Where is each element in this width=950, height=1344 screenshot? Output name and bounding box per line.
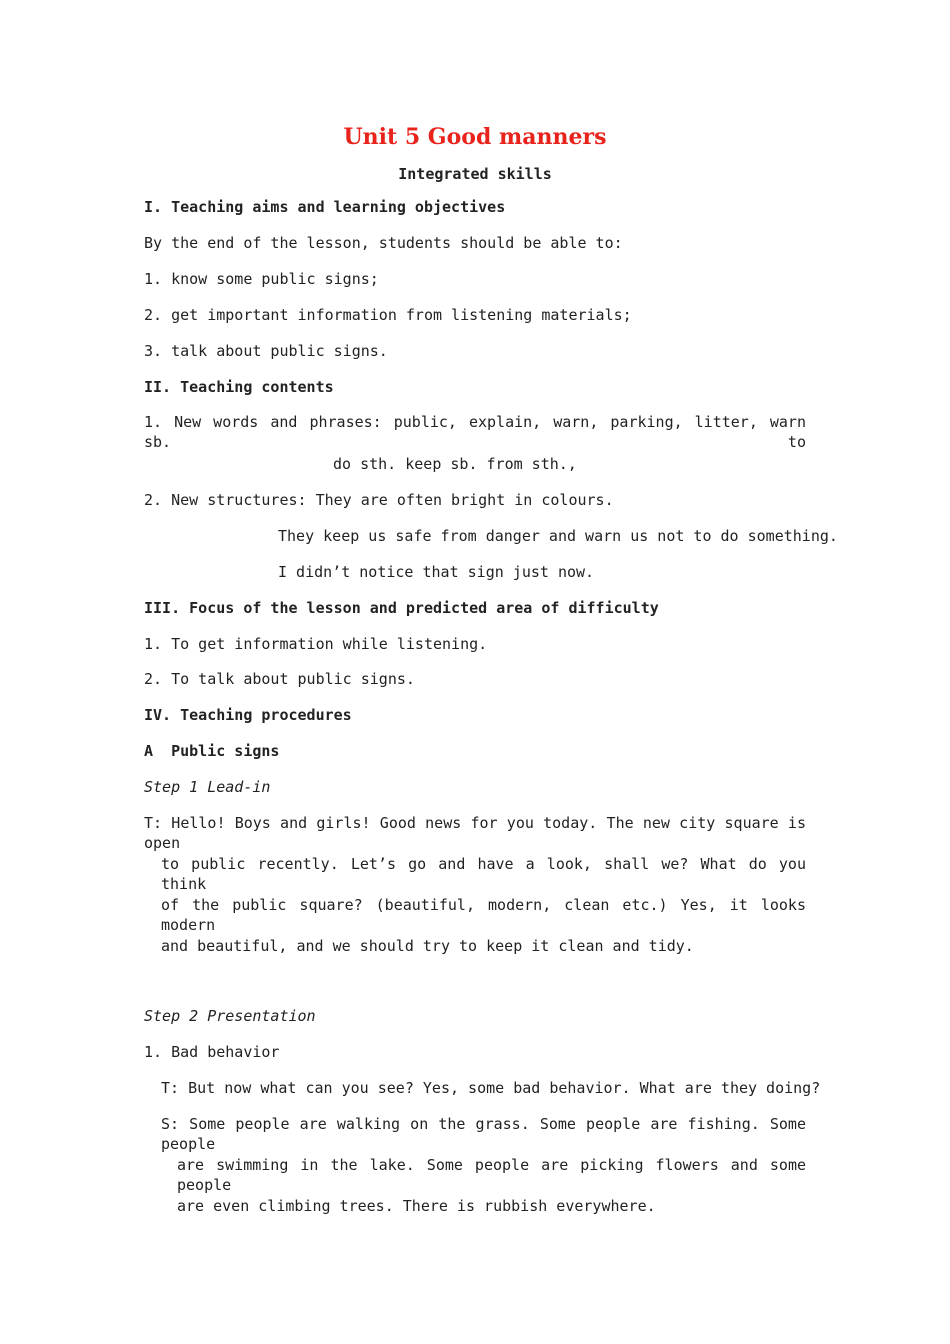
page-subtitle: Integrated skills bbox=[398, 165, 552, 183]
section-2-heading: II. Teaching contents bbox=[144, 378, 334, 396]
new-words-line-2: do sth. keep sb. from sth., bbox=[333, 455, 577, 473]
part-a-heading: A Public signs bbox=[144, 742, 280, 760]
new-structures-line-3: I didn’t notice that sign just now. bbox=[278, 563, 595, 581]
section-3-item-1: 1. To get information while listening. bbox=[144, 635, 488, 653]
new-structures-line-2: They keep us safe from danger and warn us not to do something. bbox=[278, 527, 838, 545]
new-structures-line-1: 2. New structures: They are often bright in colours. bbox=[144, 491, 614, 509]
section-3-heading: III. Focus of the lesson and predicted area of difficulty bbox=[144, 599, 659, 617]
step-2-teacher-line: T: But now what can you see? Yes, some bad behavior. What are they doing? bbox=[161, 1079, 821, 1097]
step-1-line-4: and beautiful, and we should try to keep it clean and tidy. bbox=[161, 937, 694, 955]
section-1-item-3: 3. talk about public signs. bbox=[144, 342, 388, 360]
step-2-student-line-3: are even climbing trees. There is rubbish everywhere. bbox=[177, 1197, 656, 1215]
section-1-heading: I. Teaching aims and learning objectives bbox=[144, 198, 506, 216]
step-1-line-2: to public recently. Let’s go and have a look, shall we? What do you think bbox=[161, 855, 806, 893]
step-1-line-3: of the public square? (beautiful, modern, clean etc.) Yes, it looks modern bbox=[161, 896, 806, 934]
step-2-student-line-1: S: Some people are walking on the grass. Some people are fishing. Some people bbox=[161, 1115, 806, 1153]
section-1-item-1: 1. know some public signs; bbox=[144, 270, 379, 288]
step-1-title: Step 1 Lead-in bbox=[144, 778, 271, 796]
section-3-item-2: 2. To talk about public signs. bbox=[144, 670, 415, 688]
step-2-student-line-2: are swimming in the lake. Some people are picking flowers and some people bbox=[177, 1156, 806, 1194]
section-1-intro: By the end of the lesson, students should be able to: bbox=[144, 234, 623, 252]
page-title: Unit 5 Good manners bbox=[343, 124, 607, 150]
step-1-line-1: T: Hello! Boys and girls! Good news for you today. The new city square is open bbox=[144, 814, 806, 852]
new-words-line-1: 1. New words and phrases: public, explain, warn, parking, litter, warn sb. to bbox=[144, 413, 806, 451]
section-1-item-2: 2. get important information from listening materials; bbox=[144, 306, 632, 324]
step-2-title: Step 2 Presentation bbox=[144, 1007, 316, 1025]
section-4-heading: IV. Teaching procedures bbox=[144, 706, 352, 724]
step-2-item-1: 1. Bad behavior bbox=[144, 1043, 280, 1061]
